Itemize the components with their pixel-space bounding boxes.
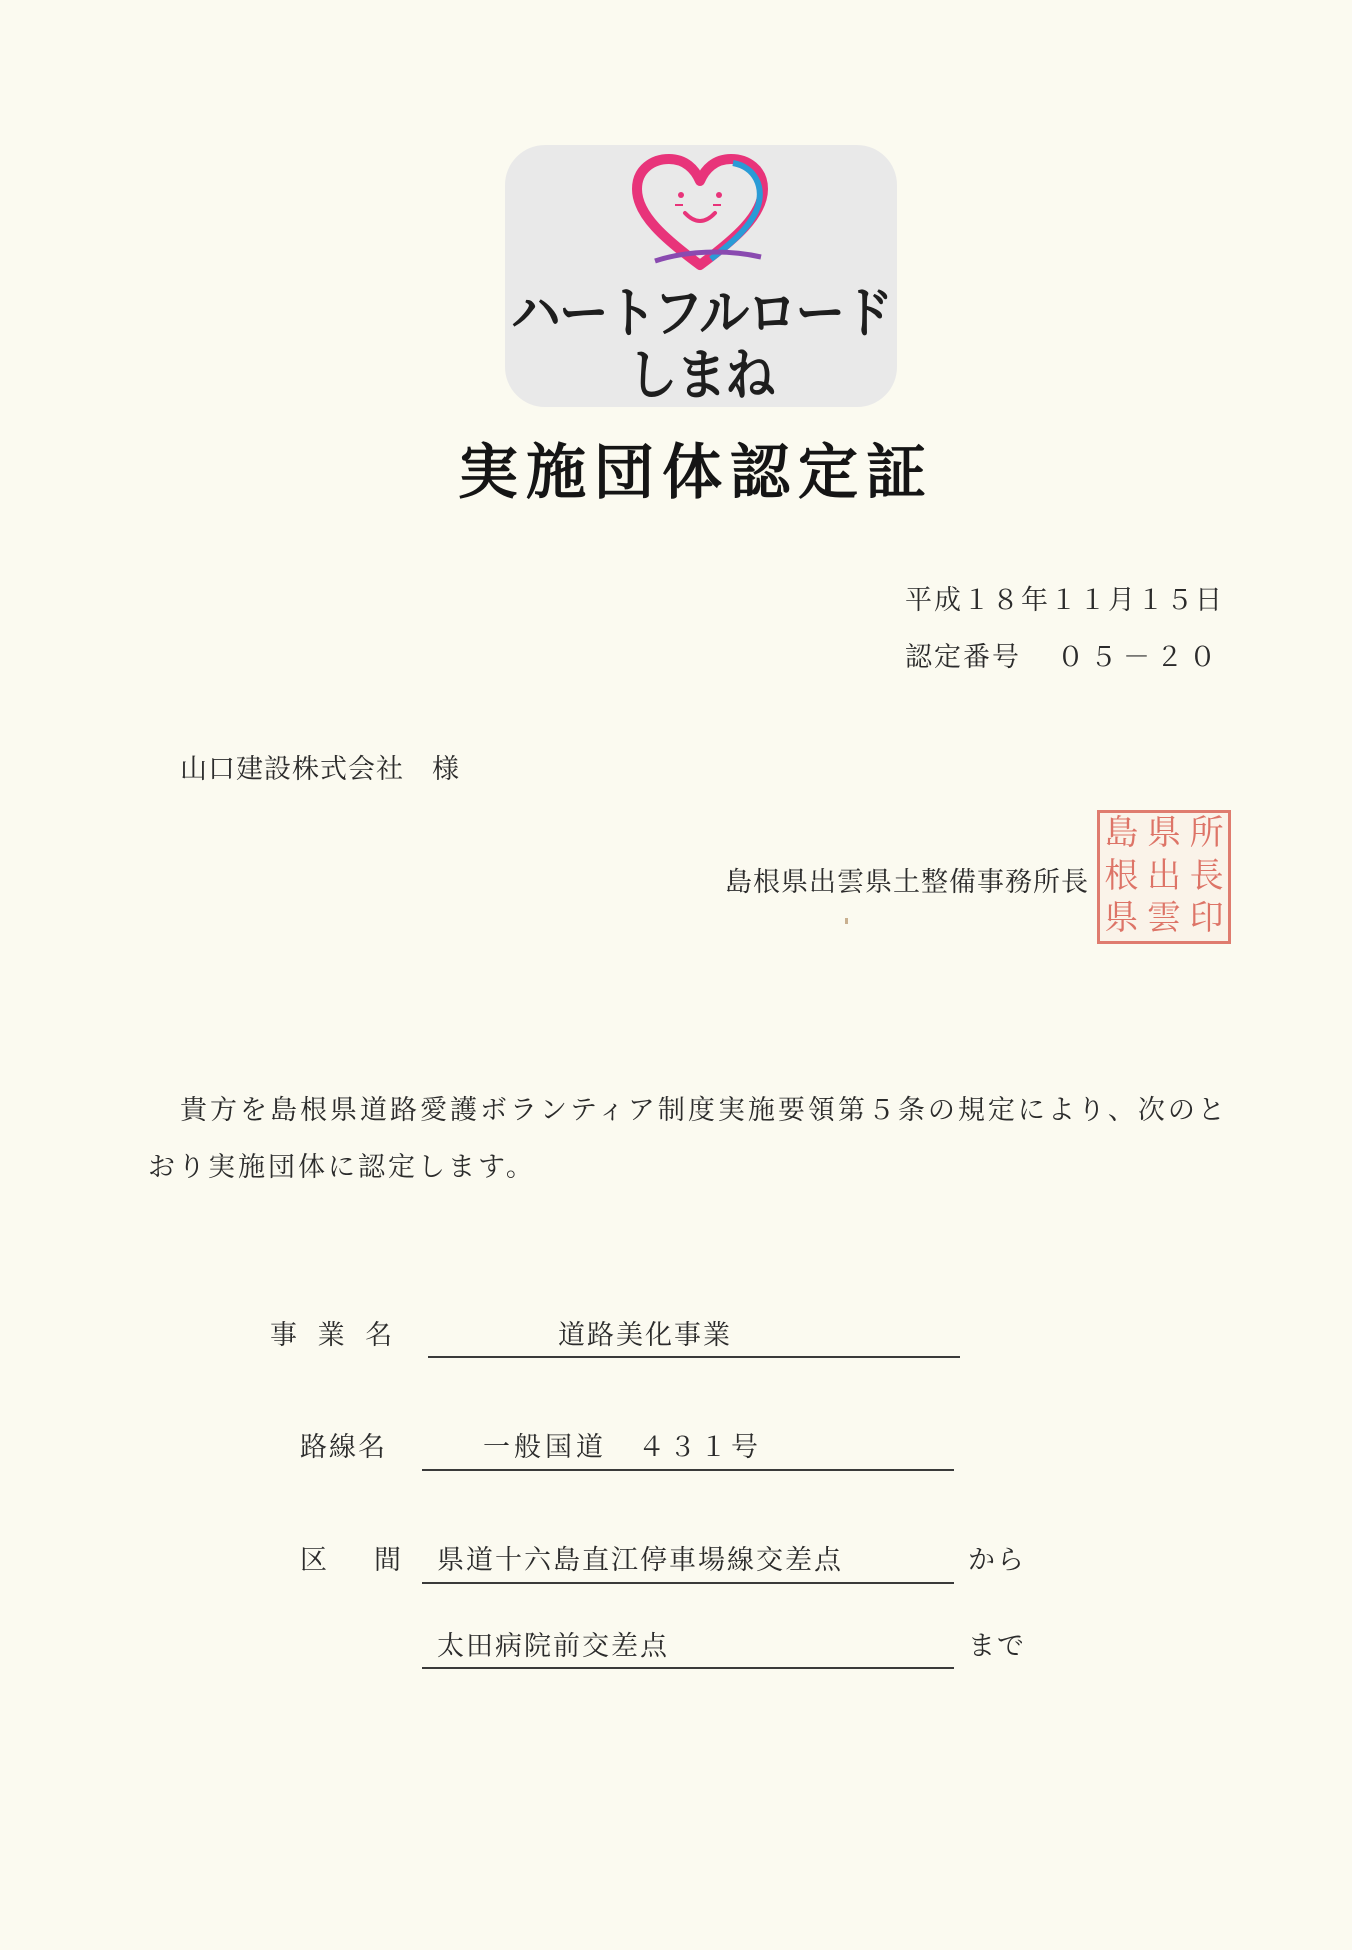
certificate-title: 実施団体認定証: [458, 438, 934, 508]
seal-char: 所: [1189, 813, 1224, 853]
section-label: 区 間: [300, 1545, 411, 1576]
route-name-underline: [422, 1469, 954, 1471]
business-name-value: 道路美化事業: [558, 1320, 732, 1351]
logo-text-line1: ハートフルロード: [510, 281, 892, 346]
section-from-underline: [422, 1582, 954, 1584]
body-text-line2: おり実施団体に認定します。: [148, 1152, 536, 1183]
seal-char: 島: [1104, 813, 1139, 853]
section-to-value: 太田病院前交差点: [437, 1631, 669, 1662]
issuer: 島根県出雲県土整備事務所長: [725, 867, 1089, 898]
seal-char: 県: [1104, 898, 1139, 939]
issue-date: 平成１８年１１月１５日: [905, 585, 1224, 616]
body-text-line1: 貴方を島根県道路愛護ボランティア制度実施要領第５条の規定により、次のと: [180, 1095, 1228, 1126]
business-name-label: 事 業 名: [270, 1320, 399, 1351]
seal-char: 雲: [1146, 898, 1181, 939]
seal-char: 長: [1189, 855, 1224, 896]
heartful-road-logo: [505, 145, 897, 407]
certificate-number-label: 認定番号: [905, 642, 1021, 673]
route-name-value: 一般国道 ４３１号: [483, 1432, 762, 1463]
logo-text-line2: しまね: [627, 343, 775, 408]
paper-speck: [845, 918, 848, 924]
section-to-suffix: まで: [968, 1631, 1026, 1662]
business-name-underline: [428, 1356, 960, 1358]
seal-char: 出: [1146, 855, 1181, 896]
certificate-number-value: ０５－２０: [1057, 642, 1222, 673]
certificate-number: [905, 635, 1222, 674]
seal-char: 印: [1189, 898, 1224, 939]
smiling-heart-icon: [625, 153, 775, 271]
seal-char: 県: [1146, 813, 1181, 853]
official-seal-stamp: [1097, 810, 1231, 944]
route-name-label: 路線名: [300, 1432, 387, 1463]
section-from-value: 県道十六島直江停車場線交差点: [437, 1545, 843, 1576]
seal-char: 根: [1104, 855, 1139, 896]
section-from-suffix: から: [968, 1545, 1026, 1576]
addressee: 山口建設株式会社 様: [180, 754, 460, 785]
section-to-underline: [422, 1667, 954, 1669]
